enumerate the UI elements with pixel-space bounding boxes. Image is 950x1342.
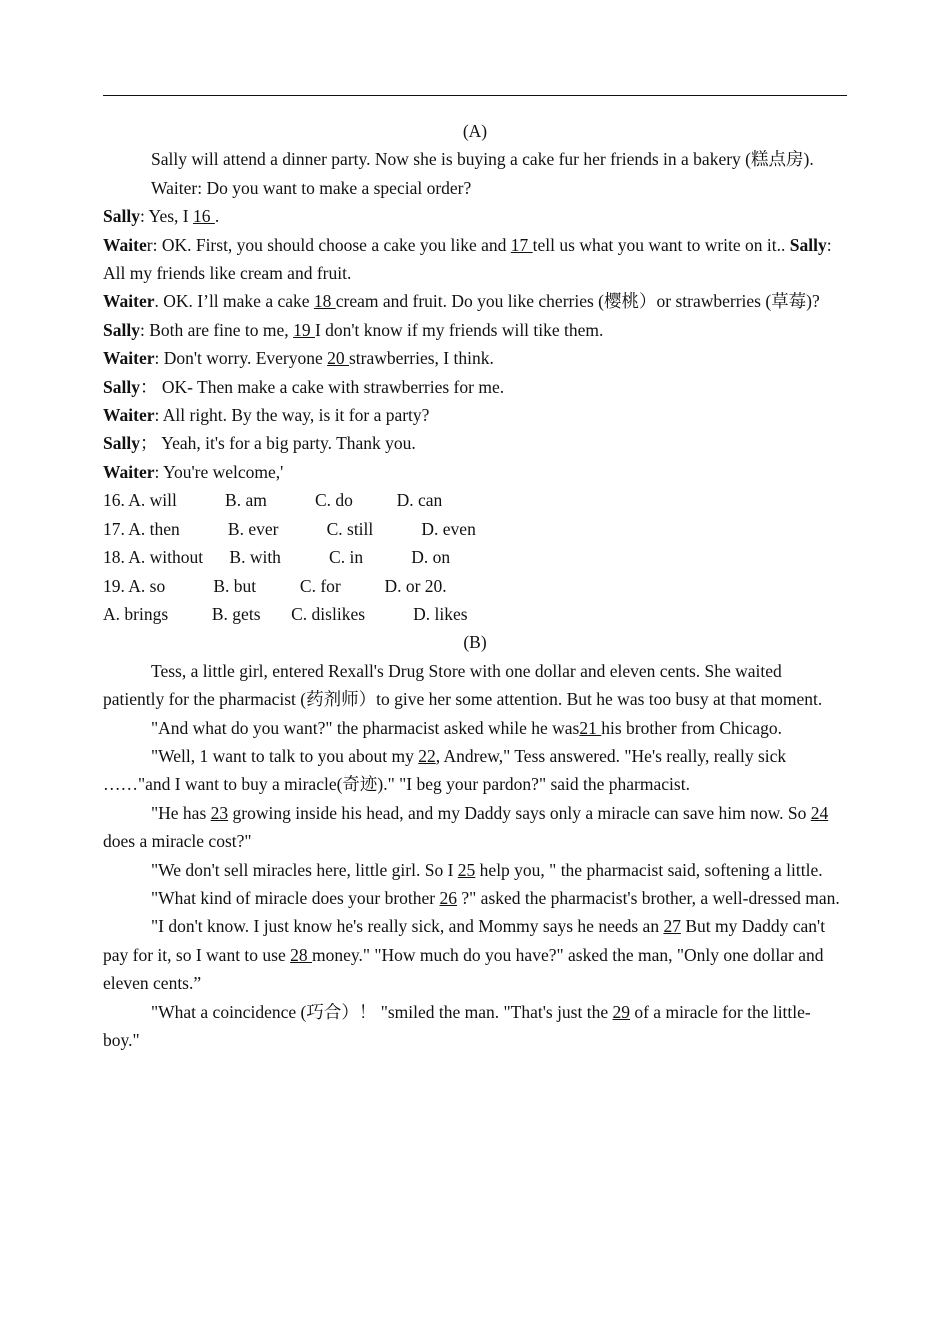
option-row bbox=[103, 515, 847, 543]
dialogue-text: : Yes, I bbox=[139, 206, 193, 227]
dialogue-text: . OK. I’ll make a cake bbox=[154, 291, 314, 312]
answer-blank: 20 bbox=[327, 348, 349, 369]
passage-text: , Andrew," Tess answered. "He's really, really sick ……"and I want to buy a miracle(奇迹)." "I beg your pardon?" said the pharmacist. bbox=[103, 745, 787, 795]
dialogue-line bbox=[103, 458, 847, 486]
passage-text: "He has bbox=[151, 802, 211, 823]
speaker-name: Sally bbox=[789, 234, 827, 255]
speaker-name: Sally bbox=[103, 319, 140, 340]
passage-text: "What kind of miracle does your brother bbox=[151, 887, 440, 908]
dialogue bbox=[103, 174, 847, 486]
speaker-name: Waiter bbox=[103, 348, 155, 369]
dialogue-text: . bbox=[214, 206, 220, 227]
dialogue-line bbox=[103, 174, 847, 202]
option-row bbox=[103, 572, 847, 600]
passage-text: But my Daddy can't pay for it, so I want to use bbox=[103, 916, 826, 965]
passage-text: "And what do you want?" the pharmacist asked while he was bbox=[151, 717, 580, 738]
speaker-name: Sally bbox=[103, 376, 140, 397]
dialogue-line bbox=[103, 287, 847, 315]
answer-options bbox=[103, 486, 847, 628]
dialogue-line bbox=[103, 344, 847, 372]
passage-paragraph bbox=[103, 799, 847, 856]
answer-blank: 21 bbox=[579, 717, 602, 738]
passage-text: growing inside his head, and my Daddy says only a miracle can save him now. So bbox=[228, 802, 811, 823]
dialogue-line bbox=[103, 401, 847, 429]
answer-blank: 22 bbox=[418, 745, 436, 766]
passage-paragraph bbox=[103, 856, 847, 884]
section-b-passage bbox=[103, 657, 847, 1055]
section-b-heading: (B) bbox=[463, 632, 487, 653]
option-row bbox=[103, 486, 847, 514]
header-rule bbox=[103, 95, 847, 96]
dialogue-text: : All my friends like cream and fruit. bbox=[103, 234, 832, 284]
dialogue-text: : Both are fine to me, bbox=[139, 319, 294, 340]
dialogue-line bbox=[103, 316, 847, 344]
answer-blank: 19 bbox=[293, 319, 315, 340]
section-a-heading: (A) bbox=[462, 121, 488, 141]
passage-paragraph bbox=[103, 657, 847, 714]
answer-blank: 27 bbox=[663, 916, 681, 937]
passage-text: money." "How much do you have?" asked the man, "Only one dollar and eleven cents.” bbox=[103, 944, 824, 994]
dialogue-line bbox=[103, 429, 847, 457]
option-text: 19. A. so B. but C. for D. or 20. bbox=[103, 575, 447, 596]
answer-blank: 28 bbox=[290, 944, 312, 965]
passage-paragraph bbox=[103, 998, 847, 1055]
answer-blank: 26 bbox=[439, 887, 458, 908]
dialogue-line bbox=[103, 373, 847, 401]
answer-blank: 18 bbox=[313, 291, 336, 312]
option-row bbox=[103, 600, 847, 628]
answer-blank: 17 bbox=[510, 234, 533, 255]
dialogue-text: tell us what you want to write on it.. bbox=[532, 234, 790, 255]
answer-blank: 23 bbox=[210, 802, 229, 823]
speaker-name: Sally bbox=[103, 206, 140, 227]
answer-blank: 29 bbox=[612, 1001, 630, 1022]
answer-blank: 16 bbox=[192, 206, 215, 227]
option-text: 17. A. then B. ever C. still D. even bbox=[103, 518, 476, 539]
dialogue-text: Waiter: Do you want to make a special order? bbox=[151, 177, 472, 198]
speaker-name: Waite bbox=[103, 234, 147, 255]
passage-paragraph bbox=[103, 742, 847, 799]
dialogue-text: I don't know if my friends will tike them. bbox=[314, 319, 604, 340]
answer-blank: 25 bbox=[457, 859, 476, 880]
passage-text: Tess, a little girl, entered Rexall's Drug Store with one dollar and eleven cents. She waited patiently for the pharmacist (药剂师）to give her some attention. But he was too busy at that moment. bbox=[103, 660, 823, 710]
speaker-name: Waiter bbox=[103, 405, 155, 426]
passage-paragraph bbox=[103, 714, 847, 742]
passage-text: ?" asked the pharmacist's brother, a well-dressed man. bbox=[457, 887, 840, 908]
passage-text: his brother from Chicago. bbox=[601, 717, 783, 738]
document-body bbox=[103, 117, 847, 1054]
speaker-name: Waiter bbox=[103, 291, 155, 312]
passage-paragraph bbox=[103, 912, 847, 997]
dialogue-text: cream and fruit. Do you like cherries (樱桃）or strawberries (草莓)? bbox=[335, 291, 820, 312]
passage-paragraph bbox=[103, 884, 847, 912]
passage-text: help you, " the pharmacist said, softening a little. bbox=[475, 859, 823, 880]
dialogue-line bbox=[103, 231, 847, 288]
dialogue-text: ； Yeah, it's for a big party. Thank you. bbox=[139, 433, 416, 454]
option-text: 16. A. will B. am C. do D. can bbox=[103, 490, 443, 511]
passage-text: "Well, 1 want to talk to you about my bbox=[151, 745, 419, 766]
dialogue-text: : You're welcome,' bbox=[154, 461, 284, 482]
option-row bbox=[103, 543, 847, 571]
passage-text: "What a coincidence (巧合）！ "smiled the man. "That's just the bbox=[151, 1001, 613, 1022]
speaker-name: Waiter bbox=[103, 461, 155, 482]
passage-text: "We don't sell miracles here, little girl. So I bbox=[151, 859, 458, 880]
section-a-intro: Sally will attend a dinner party. Now she is buying a cake fur her friends in a bakery (糕点房). bbox=[151, 149, 814, 170]
dialogue-text: r: OK. First, you should choose a cake you like and bbox=[146, 234, 511, 255]
dialogue-text: : All right. By the way, is it for a party? bbox=[154, 405, 430, 426]
dialogue-line bbox=[103, 202, 847, 230]
answer-blank: 24 bbox=[810, 802, 829, 823]
dialogue-text: strawberries, I think. bbox=[349, 348, 494, 369]
dialogue-text: ： OK- Then make a cake with strawberries for me. bbox=[139, 376, 505, 397]
option-text: 18. A. without B. with C. in D. on bbox=[103, 547, 451, 568]
option-text: A. brings B. gets C. dislikes D. likes bbox=[103, 603, 468, 624]
speaker-name: Sally bbox=[103, 433, 140, 454]
passage-text: "I don't know. I just know he's really sick, and Mommy says he needs an bbox=[151, 916, 664, 937]
passage-text: does a miracle cost?" bbox=[103, 831, 252, 852]
dialogue-text: : Don't worry. Everyone bbox=[154, 348, 328, 369]
passage-text: of a miracle for the little- boy." bbox=[103, 1001, 811, 1050]
